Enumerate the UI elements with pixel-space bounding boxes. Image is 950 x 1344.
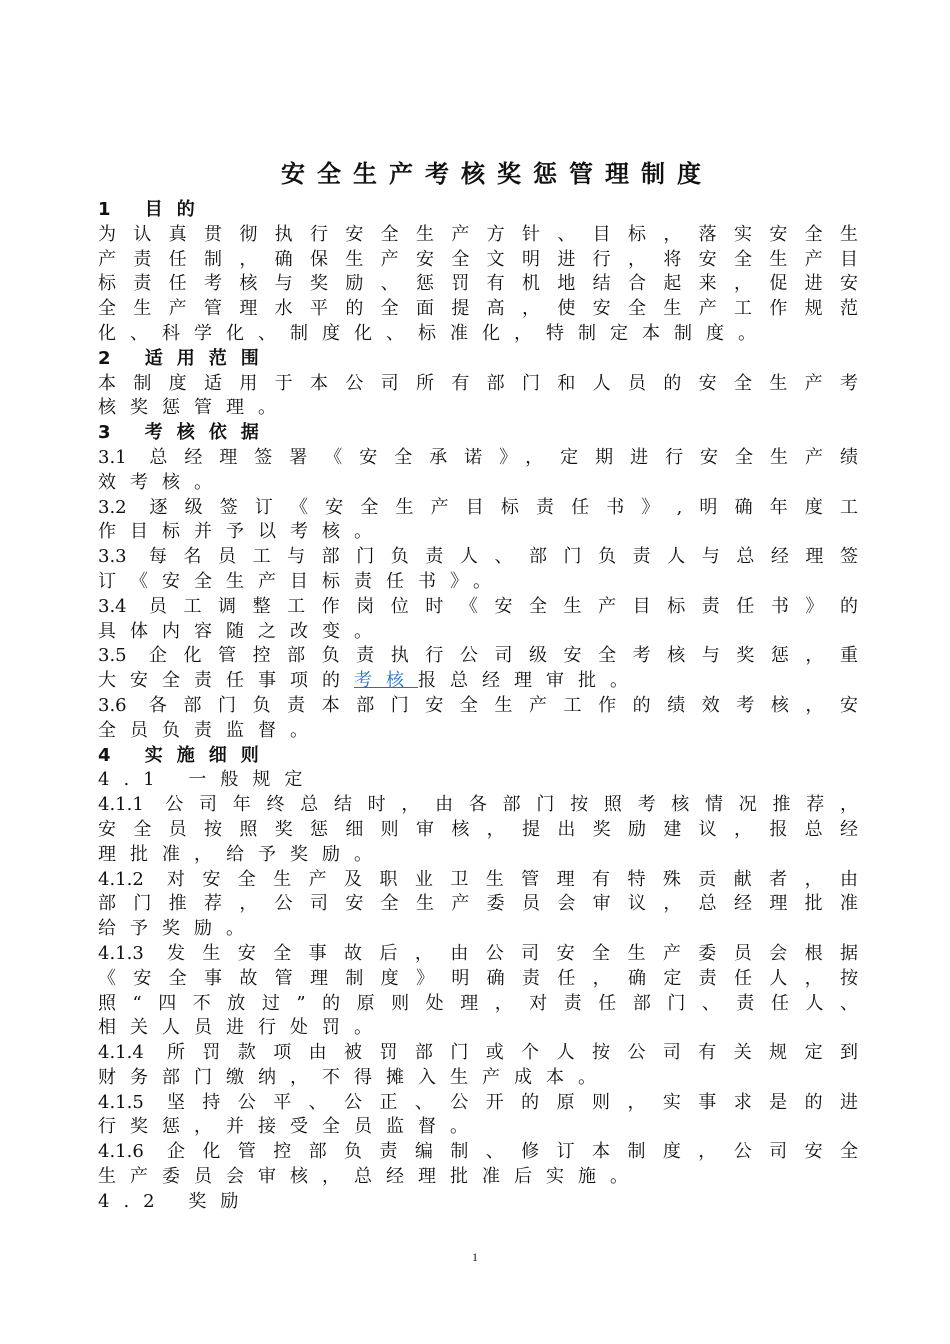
body-line: 3.4 员工调整工作岗位时《安全生产目标责任书》的 [98, 595, 858, 617]
body-line: 为认真贯彻执行安全生产方针、目标，落实安全生 [98, 223, 858, 245]
body-line: 4.1.1 公司年终总结时，由各部门按照考核情况推荐， [98, 794, 858, 816]
section-heading: 1 目的 [98, 199, 209, 220]
body-line: 相关人员进行处罚。 [98, 1017, 386, 1039]
body-line: 理批准，给予奖励。 [98, 843, 386, 865]
body-line: 作目标并予以考核。 [98, 521, 386, 543]
section-heading: 2 适用范围 [98, 347, 273, 369]
body-line: 产责任制，确保生产安全文明进行，将安全生产目 [98, 248, 858, 270]
body-line: 全生产管理水平的全面提高，使安全生产工作规范 [98, 298, 858, 320]
document-title: 安全生产考核奖惩管理制度 [281, 160, 713, 188]
body-line: 标责任考核与奖励、惩罚有机地结合起来，促进安 [98, 273, 858, 295]
document-body [98, 198, 858, 1215]
body-line: 3.5 企化管控部负责执行公司级安全考核与奖惩，重 [98, 645, 858, 667]
page-number: 1 [472, 1250, 478, 1264]
body-line: 4.1.4 所罚款项由被罚部门或个人按公司有关规定到 [98, 1042, 858, 1064]
body-line: 本制度适用于本公司所有部门和人员的安全生产考 [98, 372, 858, 394]
body-line: 4.1.5 坚持公平、公正、公开的原则，实事求是的进 [98, 1091, 858, 1113]
body-line: 4.1.6 企化管控部负责编制、修订本制度，公司安全 [98, 1141, 858, 1163]
subsection-heading: 4.1 一般规定 [98, 769, 317, 791]
body-line: 化、科学化、制度化、标准化，特制定本制度。 [98, 322, 770, 344]
section-heading: 3 考核依据 [98, 422, 273, 444]
body-line: 效考核。 [98, 471, 226, 493]
body-line: 安全员按照奖惩细则审核，提出奖励建议，报总经 [98, 818, 858, 840]
section-heading: 4 实施细则 [98, 744, 273, 766]
body-line: 3.3 每名员工与部门负责人、部门负责人与总经理签 [98, 546, 858, 568]
body-line: 行奖惩，并接受全员监督。 [98, 1116, 482, 1138]
body-line: 财务部门缴纳，不得摊入生产成本。 [98, 1066, 610, 1088]
text-segment: 报总经理审批。 [418, 670, 642, 692]
body-line [98, 669, 858, 694]
body-line: 部门推荐，公司安全生产委员会审议，总经理批准 [98, 893, 858, 915]
body-line: 4.1.3 发生安全事故后，由公司安全生产委员会根据 [98, 942, 858, 964]
body-line: 生产委员会审核，总经理批准后实施。 [98, 1166, 642, 1188]
body-line: 《安全事故管理制度》明确责任，确定责任人，按 [98, 967, 858, 989]
body-line: 3.2 逐级签订《安全生产目标责任书》,明确年度工 [98, 496, 858, 518]
body-line: 核奖惩管理。 [98, 397, 290, 419]
body-line: 照“四不放过”的原则处理，对责任部门、责任人、 [98, 992, 858, 1014]
subsection-heading: 4.2 奖励 [98, 1190, 253, 1212]
body-line: 3.6 各部门负责本部门安全生产工作的绩效考核，安 [98, 694, 858, 716]
body-line: 3.1 总经理签署《安全承诺》，定期进行安全生产绩 [98, 446, 858, 468]
body-line: 全员负责监督。 [98, 719, 322, 741]
assessment-link[interactable]: 考核 [354, 670, 418, 692]
body-line: 4.1.2 对安全生产及职业卫生管理有特殊贡献者，由 [98, 868, 858, 890]
body-line: 订《安全生产目标责任书》。 [98, 570, 505, 592]
body-line: 具体内容随之改变。 [98, 620, 386, 642]
text-segment: 大安全责任事项的 [98, 670, 354, 692]
body-line: 给予奖励。 [98, 918, 258, 940]
